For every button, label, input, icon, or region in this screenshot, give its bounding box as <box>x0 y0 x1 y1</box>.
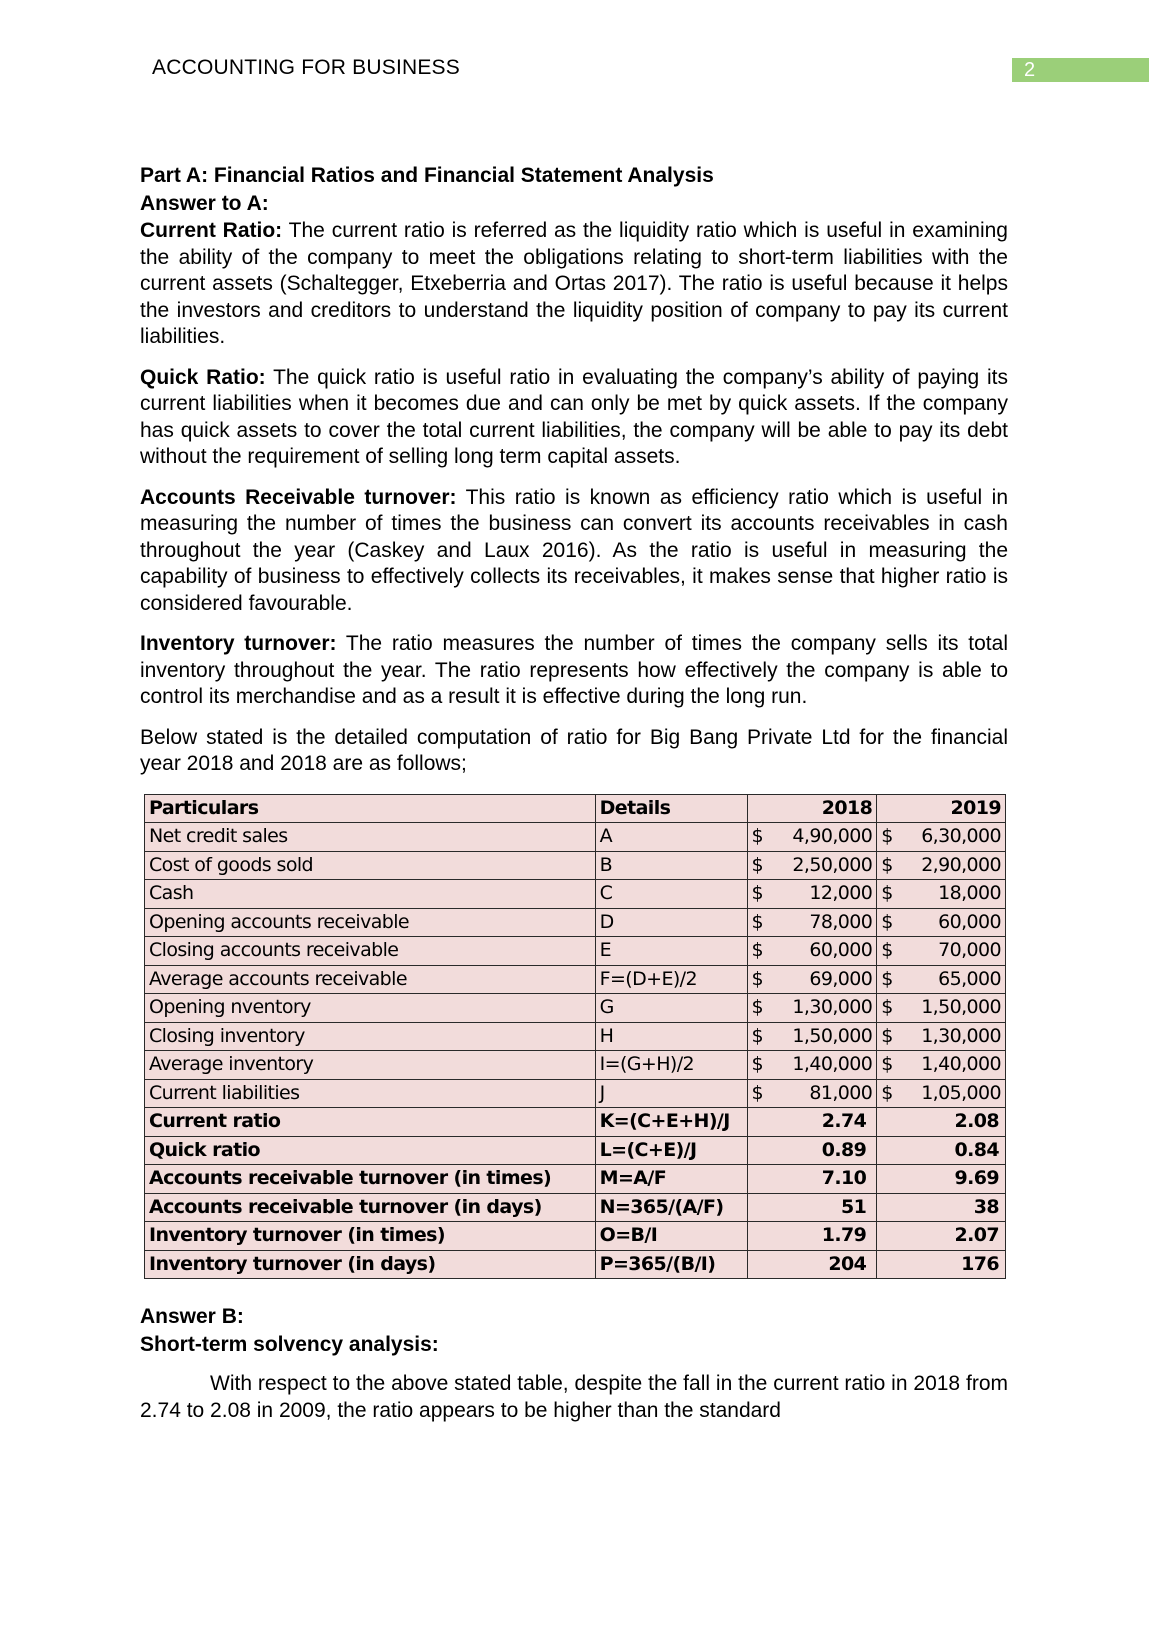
table-row <box>145 823 1006 852</box>
row-2019 <box>877 937 1006 966</box>
current-ratio-paragraph <box>140 218 1008 351</box>
currency-symbol: $ <box>751 967 764 990</box>
table-row <box>145 994 1006 1023</box>
row-particular: Accounts receivable turnover (in days) <box>145 1193 596 1222</box>
ar-turnover-paragraph <box>140 485 1008 618</box>
table-row <box>145 1250 1006 1279</box>
value-2018: 1,30,000 <box>792 996 873 1019</box>
value-2018: 2,50,000 <box>792 853 873 876</box>
table-row <box>145 1222 1006 1251</box>
value-2019: 1,40,000 <box>921 1053 1001 1076</box>
row-particular: Average accounts receivable <box>145 965 596 994</box>
row-2019 <box>877 908 1006 937</box>
money-rows <box>145 823 1006 1108</box>
row-2018 <box>747 851 877 880</box>
value-2018: 1.79 <box>747 1222 877 1251</box>
value-2019: 60,000 <box>938 910 1001 933</box>
value-2019: 65,000 <box>938 967 1001 990</box>
value-2018: 12,000 <box>809 882 873 905</box>
row-particular: Inventory turnover (in times) <box>145 1222 596 1251</box>
row-2019 <box>877 1022 1006 1051</box>
currency-symbol: $ <box>881 1081 893 1104</box>
row-2018 <box>747 1051 877 1080</box>
inventory-turnover-text: The ratio measures the number of times the company sells its total inventory throughout the year. The ratio represents how effectively the company is able to control its merchandise and as a result it is effective during the long run. <box>140 632 1008 708</box>
table-row <box>145 1051 1006 1080</box>
header-2019: 2019 <box>877 794 1006 823</box>
value-2019: 38 <box>877 1193 1006 1222</box>
row-particular: Cash <box>145 880 596 909</box>
row-2019 <box>877 851 1006 880</box>
row-detail: B <box>595 851 747 880</box>
row-particular: Closing inventory <box>145 1022 596 1051</box>
quick-ratio-text: The quick ratio is useful ratio in evaluating the company’s ability of paying its current liabilities when it becomes due and can only be met by quick assets. If the company has quick assets to cover the total current liabilities, the company will be able to pay its debt without the requirement of selling long term capital assets. <box>140 365 1008 468</box>
row-detail: N=365/(A/F) <box>595 1193 747 1222</box>
row-2018 <box>747 880 877 909</box>
value-2018: 4,90,000 <box>792 825 873 848</box>
row-2018 <box>747 908 877 937</box>
row-particular: Quick ratio <box>145 1136 596 1165</box>
running-header-title: ACCOUNTING FOR BUSINESS <box>152 56 460 79</box>
quick-ratio-paragraph <box>140 365 1008 471</box>
row-detail: M=A/F <box>595 1165 747 1194</box>
value-2019: 1,05,000 <box>921 1081 1001 1104</box>
answer-b-paragraph: With respect to the above stated table, despite the fall in the current ratio in 2018 from 2.74 to 2.08 in 2009, the ratio appears to be higher than the standard <box>140 1372 1008 1422</box>
value-2018: 69,000 <box>809 967 873 990</box>
value-2019: 2.08 <box>877 1108 1006 1137</box>
currency-symbol: $ <box>751 1081 764 1104</box>
inventory-turnover-paragraph <box>140 631 1008 711</box>
row-2018 <box>747 1079 877 1108</box>
currency-symbol: $ <box>881 1024 893 1047</box>
current-ratio-label: Current Ratio: <box>140 219 283 242</box>
currency-symbol: $ <box>751 939 764 962</box>
currency-symbol: $ <box>751 825 764 848</box>
answer-b-subheading: Short-term solvency analysis: <box>140 1333 439 1356</box>
table-row <box>145 851 1006 880</box>
table-row <box>145 880 1006 909</box>
currency-symbol: $ <box>881 939 893 962</box>
row-2018 <box>747 823 877 852</box>
ar-turnover-label: Accounts Receivable turnover: <box>140 485 457 509</box>
table-row <box>145 1165 1006 1194</box>
part-heading: Part A: Financial Ratios and Financial Statement Analysis <box>140 164 714 187</box>
row-detail: O=B/I <box>595 1222 747 1251</box>
currency-symbol: $ <box>751 882 764 905</box>
table-row <box>145 1022 1006 1051</box>
currency-symbol: $ <box>881 853 893 876</box>
ratio-table <box>144 794 1006 1280</box>
currency-symbol: $ <box>751 853 764 876</box>
row-detail: P=365/(B/I) <box>595 1250 747 1279</box>
value-2018: 51 <box>747 1193 877 1222</box>
currency-symbol: $ <box>881 967 893 990</box>
value-2018: 1,50,000 <box>792 1024 873 1047</box>
header-details: Details <box>595 794 747 823</box>
value-2019: 2.07 <box>877 1222 1006 1251</box>
currency-symbol: $ <box>751 1053 764 1076</box>
row-2018 <box>747 1022 877 1051</box>
currency-symbol: $ <box>881 882 893 905</box>
row-2019 <box>877 994 1006 1023</box>
row-2019 <box>877 965 1006 994</box>
row-particular: Accounts receivable turnover (in times) <box>145 1165 596 1194</box>
ratio-rows <box>145 1108 1006 1279</box>
answer-a-heading: Answer to A: <box>140 192 269 215</box>
row-particular: Cost of goods sold <box>145 851 596 880</box>
table-row <box>145 1193 1006 1222</box>
row-detail: D <box>595 908 747 937</box>
table-header-row <box>145 794 1006 823</box>
value-2018: 1,40,000 <box>792 1053 873 1076</box>
value-2019: 2,90,000 <box>921 853 1001 876</box>
row-detail: K=(C+E+H)/J <box>595 1108 747 1137</box>
document-body <box>140 162 1008 1438</box>
row-2018 <box>747 965 877 994</box>
row-particular: Current liabilities <box>145 1079 596 1108</box>
row-particular: Net credit sales <box>145 823 596 852</box>
currency-symbol: $ <box>881 996 893 1019</box>
currency-symbol: $ <box>751 996 764 1019</box>
value-2019: 70,000 <box>938 939 1001 962</box>
row-particular: Current ratio <box>145 1108 596 1137</box>
row-2018 <box>747 994 877 1023</box>
value-2018: 60,000 <box>809 939 873 962</box>
row-2019 <box>877 1051 1006 1080</box>
header-particulars: Particulars <box>145 794 596 823</box>
page-number: 2 <box>1012 58 1149 82</box>
value-2019: 9.69 <box>877 1165 1006 1194</box>
value-2018: 78,000 <box>809 910 873 933</box>
table-row <box>145 1136 1006 1165</box>
row-detail: E <box>595 937 747 966</box>
currency-symbol: $ <box>751 910 764 933</box>
currency-symbol: $ <box>751 1024 764 1047</box>
currency-symbol: $ <box>881 910 893 933</box>
value-2019: 6,30,000 <box>921 825 1001 848</box>
row-detail: H <box>595 1022 747 1051</box>
value-2018: 7.10 <box>747 1165 877 1194</box>
value-2018: 81,000 <box>809 1081 873 1104</box>
row-particular: Opening accounts receivable <box>145 908 596 937</box>
answer-b-heading: Answer B: <box>140 1305 244 1328</box>
row-detail: G <box>595 994 747 1023</box>
table-row <box>145 908 1006 937</box>
row-2019 <box>877 1079 1006 1108</box>
row-detail: F=(D+E)/2 <box>595 965 747 994</box>
inventory-turnover-label: Inventory turnover: <box>140 632 337 655</box>
value-2019: 176 <box>877 1250 1006 1279</box>
header-2018: 2018 <box>747 794 877 823</box>
value-2019: 1,30,000 <box>921 1024 1001 1047</box>
table-row <box>145 1079 1006 1108</box>
value-2018: 0.89 <box>747 1136 877 1165</box>
row-detail: C <box>595 880 747 909</box>
currency-symbol: $ <box>881 1053 893 1076</box>
row-particular: Opening nventory <box>145 994 596 1023</box>
value-2019: 18,000 <box>938 882 1001 905</box>
row-particular: Closing accounts receivable <box>145 937 596 966</box>
row-detail: I=(G+H)/2 <box>595 1051 747 1080</box>
row-detail: J <box>595 1079 747 1108</box>
quick-ratio-label: Quick Ratio: <box>140 365 266 389</box>
row-2019 <box>877 823 1006 852</box>
currency-symbol: $ <box>881 825 893 848</box>
row-2019 <box>877 880 1006 909</box>
value-2018: 2.74 <box>747 1108 877 1137</box>
table-row <box>145 937 1006 966</box>
table-row <box>145 965 1006 994</box>
current-ratio-text: The current ratio is referred as the liquidity ratio which is useful in examining the ability of the company to meet the obligations relating to short-term liabilities with the current assets (Schaltegger, Etxeberria and Ortas 2017). The ratio is useful because it helps the investors and creditors to understand the liquidity position of company to pay its current liabilities. <box>140 219 1008 348</box>
row-detail: A <box>595 823 747 852</box>
row-detail: L=(C+E)/J <box>595 1136 747 1165</box>
ar-turnover-text: This ratio is known as efficiency ratio which is useful in measuring the number of times the business can convert its accounts receivables in cash throughout the year (Caskey and Laux 2016). As the ratio is useful in measuring the capability of business to effectively collects its receivables, it makes sense that higher ratio is considered favourable. <box>140 485 1008 615</box>
value-2018: 204 <box>747 1250 877 1279</box>
value-2019: 0.84 <box>877 1136 1006 1165</box>
row-particular: Average inventory <box>145 1051 596 1080</box>
table-intro-paragraph: Below stated is the detailed computation of ratio for Big Bang Private Ltd for the financial year 2018 and 2018 are as follows; <box>140 725 1008 775</box>
table-row <box>145 1108 1006 1137</box>
row-particular: Inventory turnover (in days) <box>145 1250 596 1279</box>
value-2019: 1,50,000 <box>921 996 1001 1019</box>
row-2018 <box>747 937 877 966</box>
